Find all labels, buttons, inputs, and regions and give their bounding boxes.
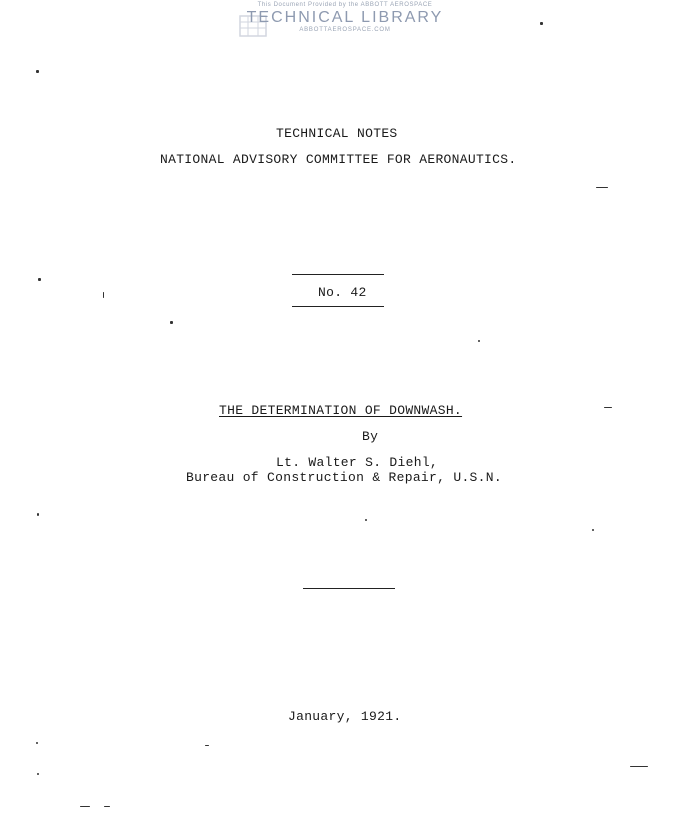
scan-speck [478, 340, 480, 342]
committee-heading: NATIONAL ADVISORY COMMITTEE FOR AERONAUTICS. [160, 152, 517, 167]
number-rule-top [292, 274, 384, 275]
scan-speck [37, 513, 39, 516]
watermark-tagline: This Document Provided by the ABBOTT AEROSPACE [257, 2, 433, 8]
scan-speck [592, 529, 594, 531]
scan-speck [596, 187, 608, 188]
scan-speck [540, 22, 543, 25]
scan-speck [36, 70, 39, 73]
author-name: Lt. Walter S. Diehl, [276, 455, 439, 470]
scan-speck [80, 806, 90, 807]
note-number: No. 42 [318, 285, 367, 300]
scan-speck [630, 766, 648, 767]
scan-speck [205, 745, 209, 746]
series-heading: TECHNICAL NOTES [276, 126, 398, 141]
scan-speck [604, 407, 612, 408]
scan-speck [170, 321, 173, 324]
document-title: THE DETERMINATION OF DOWNWASH. [219, 403, 463, 418]
scan-speck [37, 773, 39, 775]
section-divider [303, 588, 395, 589]
scan-speck [365, 519, 367, 521]
scan-speck [38, 278, 41, 281]
scan-speck [103, 292, 104, 298]
number-rule-bottom [292, 306, 384, 307]
library-watermark [230, 2, 460, 46]
author-affiliation: Bureau of Construction & Repair, U.S.N. [186, 470, 502, 485]
watermark-title: TECHNICAL LIBRARY [246, 9, 444, 26]
publication-date: January, 1921. [288, 709, 402, 724]
watermark-url: ABBOTTAEROSPACE.COM [299, 27, 391, 33]
byline-label: By [362, 429, 379, 444]
scan-speck [104, 806, 110, 807]
scan-speck [36, 742, 38, 744]
